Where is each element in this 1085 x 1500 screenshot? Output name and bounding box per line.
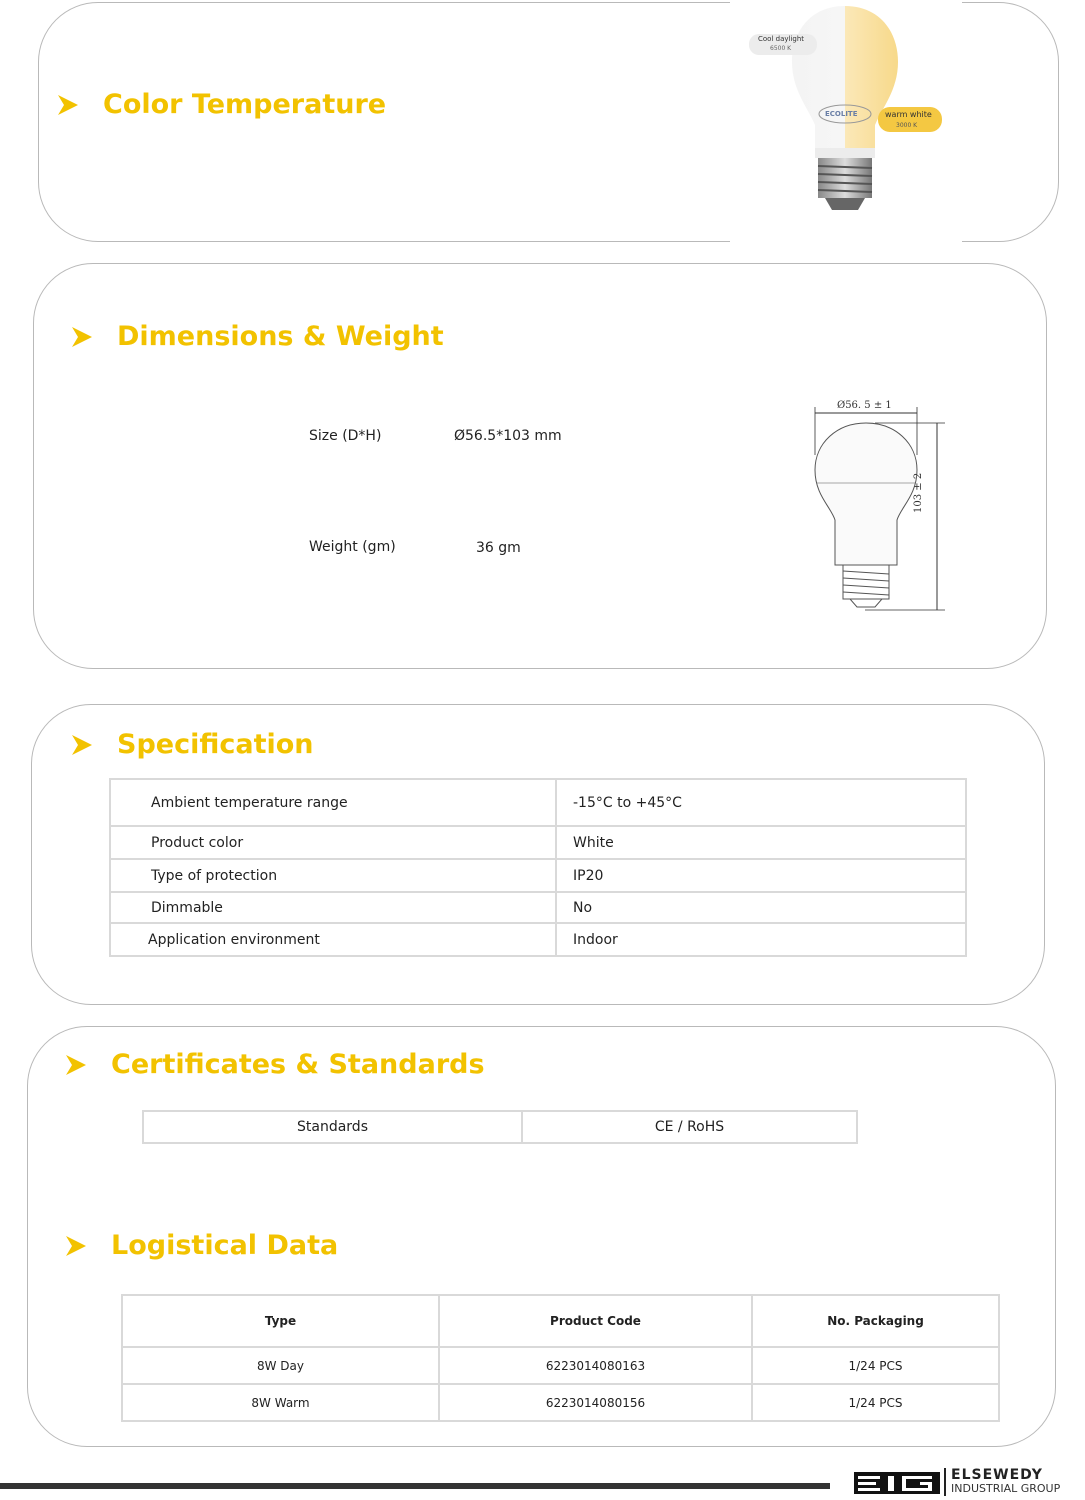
spec-value: -15°C to +45°C: [556, 779, 966, 826]
specification-table: [109, 778, 967, 957]
specification-heading: Specification: [71, 729, 314, 760]
spec-value: Indoor: [556, 923, 966, 956]
logistics-heading: Logistical Data: [65, 1230, 338, 1261]
spec-value: IP20: [556, 859, 966, 892]
color-temperature-heading: Color Temperature: [57, 89, 386, 120]
spec-label: Ambient temperature range: [110, 779, 556, 826]
bulb-dimension-drawing: [805, 395, 955, 620]
table-row: [110, 859, 966, 892]
spec-label: Application environment: [110, 923, 556, 956]
company-logo: [854, 1470, 940, 1496]
arrow-bullet-icon: [71, 734, 93, 756]
size-value: Ø56.5*103 mm: [454, 428, 562, 444]
cool-daylight-kelvin: 6500 K: [770, 45, 792, 52]
bulb-photo: [730, 0, 962, 245]
spec-label: Dimmable: [110, 892, 556, 923]
table-row: [110, 779, 966, 826]
table-row: [110, 923, 966, 956]
company-name-line2: INDUSTRIAL GROUP: [951, 1482, 1061, 1495]
footer-divider: [0, 1483, 830, 1489]
warm-white-label: warm white: [885, 110, 932, 119]
warm-white-kelvin: 3000 K: [896, 122, 918, 129]
certificates-heading: Certificates & Standards: [65, 1049, 485, 1080]
diameter-annotation: Ø56. 5 ± 1: [837, 400, 892, 411]
company-name: [944, 1468, 1060, 1496]
type-cell: 8W Day: [122, 1347, 439, 1384]
table-row: [143, 1111, 857, 1143]
logistics-table: [121, 1294, 1000, 1422]
spec-label: Type of protection: [110, 859, 556, 892]
standards-label: Standards: [143, 1111, 522, 1143]
table-header-row: [122, 1295, 999, 1347]
product-code-cell: 6223014080163: [439, 1347, 752, 1384]
type-cell: 8W Warm: [122, 1384, 439, 1421]
certificates-table: [142, 1110, 858, 1144]
height-annotation: 103 ± 2: [913, 472, 924, 513]
weight-value: 36 gm: [476, 540, 521, 556]
table-row: [122, 1347, 999, 1384]
size-label: Size (D*H): [309, 428, 382, 444]
packaging-cell: 1/24 PCS: [752, 1347, 999, 1384]
dimensions-heading: Dimensions & Weight: [71, 321, 444, 352]
table-row: [110, 826, 966, 859]
cool-daylight-label: Cool daylight: [758, 35, 805, 43]
column-header-product-code: Product Code: [439, 1295, 752, 1347]
standards-value: CE / RoHS: [522, 1111, 857, 1143]
product-code-cell: 6223014080156: [439, 1384, 752, 1421]
spec-value: No: [556, 892, 966, 923]
company-name-line1: ELSEWEDY: [951, 1467, 1043, 1483]
column-header-packaging: No. Packaging: [752, 1295, 999, 1347]
table-row: [110, 892, 966, 923]
arrow-bullet-icon: [65, 1054, 87, 1076]
column-header-type: Type: [122, 1295, 439, 1347]
spec-label: Product color: [110, 826, 556, 859]
arrow-bullet-icon: [57, 94, 79, 116]
weight-label: Weight (gm): [309, 539, 396, 555]
spec-value: White: [556, 826, 966, 859]
arrow-bullet-icon: [65, 1235, 87, 1257]
table-row: [122, 1384, 999, 1421]
arrow-bullet-icon: [71, 326, 93, 348]
packaging-cell: 1/24 PCS: [752, 1384, 999, 1421]
eig-logo-icon: [854, 1470, 940, 1496]
bulb-outline-drawing: [805, 395, 955, 620]
bulb-brand-logo: ECOLITE: [825, 110, 858, 118]
